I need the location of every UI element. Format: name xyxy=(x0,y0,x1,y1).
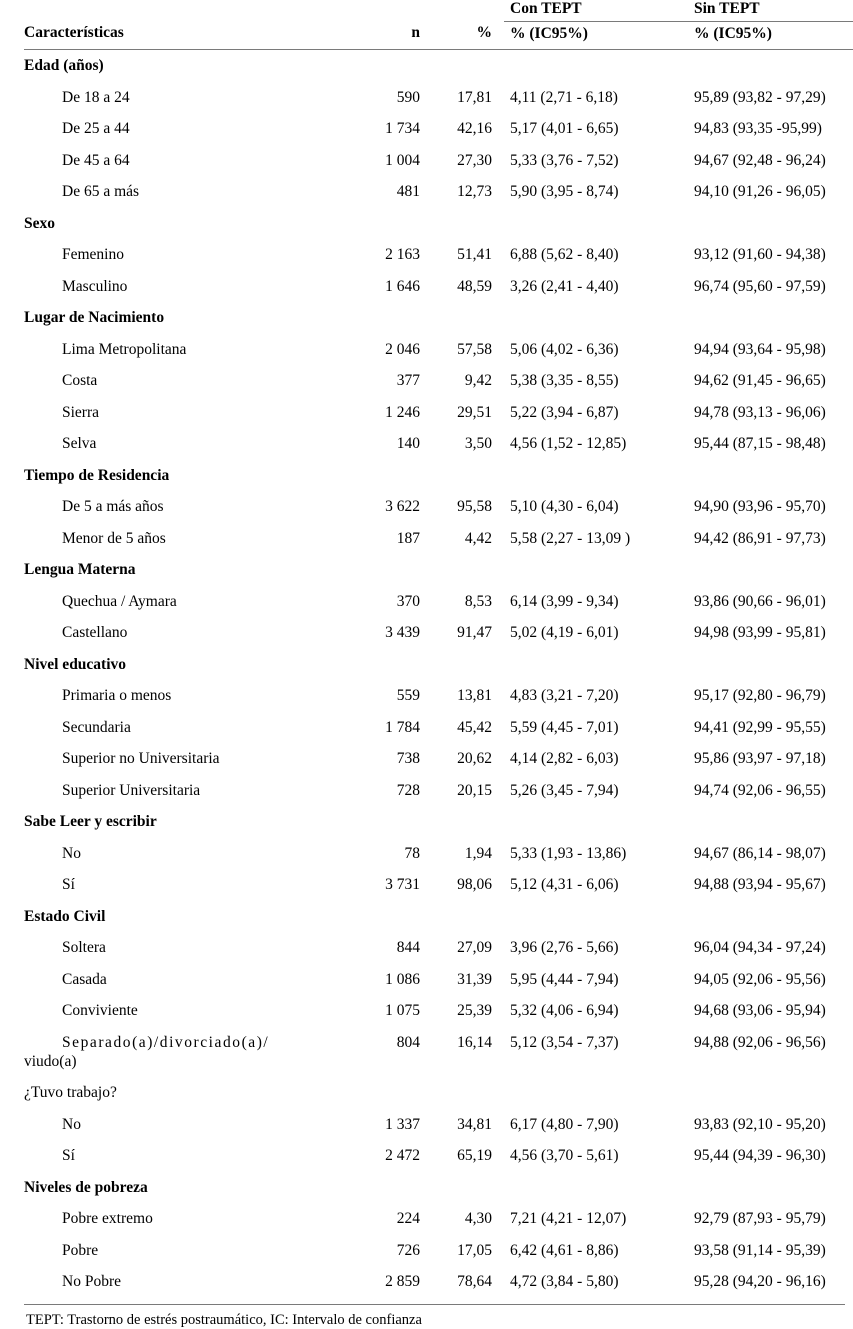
row-value-sin-tept: 96,74 (95,60 - 97,59) xyxy=(694,277,826,295)
row-value-sin-tept: 94,83 (93,35 -95,99) xyxy=(694,120,822,137)
row-value-percent: 45,42 xyxy=(457,718,492,736)
row-value-con-tept: 6,42 (4,61 - 8,86) xyxy=(510,1241,619,1259)
empty-cell xyxy=(364,460,432,492)
row-label: De 65 a más xyxy=(62,183,140,200)
row-value-con-tept: 5,95 (4,44 - 7,94) xyxy=(510,970,619,988)
section-header-row xyxy=(24,302,853,334)
row-label: Sí xyxy=(62,1147,75,1165)
row-label: Conviviente xyxy=(62,1002,138,1019)
row-value-percent: 95,58 xyxy=(457,498,492,515)
row-label xyxy=(24,1027,364,1078)
row-label: No xyxy=(62,844,81,862)
row-value-sin-tept: 93,83 (92,10 - 95,20) xyxy=(694,1115,826,1133)
column-header-characteristics: Características xyxy=(24,24,124,41)
row-value-n: 370 xyxy=(396,592,420,610)
section-header-row xyxy=(24,554,853,586)
row-value-n: 2 859 xyxy=(385,1273,420,1291)
empty-cell xyxy=(364,1172,432,1204)
row-value-con-tept: 5,33 (1,93 - 13,86) xyxy=(510,844,627,862)
section-header-label: Lugar de Nacimiento xyxy=(24,309,165,326)
empty-cell xyxy=(688,1172,853,1204)
header-row-groups xyxy=(24,0,853,22)
empty-cell xyxy=(364,1077,432,1109)
row-value-n: 140 xyxy=(396,435,420,452)
row-value-con-tept: 5,33 (3,76 - 7,52) xyxy=(510,151,619,169)
row-value-con-tept: 6,14 (3,99 - 9,34) xyxy=(510,592,619,610)
row-value-sin-tept: 94,98 (93,99 - 95,81) xyxy=(694,624,826,641)
row-value-sin-tept: 94,67 (92,48 - 96,24) xyxy=(694,151,826,169)
row-label: Pobre extremo xyxy=(62,1210,153,1228)
section-header-label: Estado Civil xyxy=(24,907,106,925)
row-value-con-tept: 5,32 (4,06 - 6,94) xyxy=(510,1002,619,1019)
row-value-percent: 34,81 xyxy=(457,1115,492,1133)
empty-cell xyxy=(504,901,688,933)
row-value-con-tept: 5,58 (2,27 - 13,09 ) xyxy=(510,529,631,547)
row-value-con-tept: 4,11 (2,71 - 6,18) xyxy=(510,88,618,106)
section-header-row xyxy=(24,50,853,82)
table-row xyxy=(24,1235,853,1267)
section-header-label: Tiempo de Residencia xyxy=(24,466,170,484)
empty-cell xyxy=(504,554,688,586)
row-value-sin-tept: 96,04 (94,34 - 97,24) xyxy=(694,939,826,956)
table-row xyxy=(24,586,853,618)
table-row xyxy=(24,334,853,366)
row-value-con-tept: 5,26 (3,45 - 7,94) xyxy=(510,781,619,799)
section-header-label: Nivel educativo xyxy=(24,655,127,673)
row-value-percent: 13,81 xyxy=(457,687,492,704)
row-value-sin-tept: 94,68 (93,06 - 95,94) xyxy=(694,1002,826,1019)
empty-cell xyxy=(504,302,688,334)
row-value-n: 1 086 xyxy=(385,970,420,988)
row-value-n: 2 163 xyxy=(385,246,420,263)
row-value-percent: 65,19 xyxy=(457,1147,492,1165)
row-value-con-tept: 5,12 (4,31 - 6,06) xyxy=(510,876,619,893)
row-value-sin-tept: 95,44 (94,39 - 96,30) xyxy=(694,1147,826,1165)
section-header-label: ¿Tuvo trabajo? xyxy=(24,1084,117,1102)
table-row xyxy=(24,932,853,964)
row-value-sin-tept: 94,67 (86,14 - 98,07) xyxy=(694,844,826,862)
section-header-row xyxy=(24,1172,853,1204)
column-header-percent: % xyxy=(476,24,492,41)
row-value-n: 1 784 xyxy=(385,718,420,736)
table-row xyxy=(24,869,853,901)
empty-cell xyxy=(504,806,688,838)
row-value-con-tept: 4,14 (2,82 - 6,03) xyxy=(510,750,619,767)
row-value-n: 187 xyxy=(396,529,420,547)
column-subheader-con-ic95: % (IC95%) xyxy=(510,25,588,42)
row-value-percent: 78,64 xyxy=(457,1273,492,1291)
row-value-percent: 98,06 xyxy=(457,876,492,893)
empty-cell xyxy=(364,50,432,82)
empty-cell xyxy=(688,649,853,681)
row-label-line-2: viudo(a) xyxy=(24,1053,77,1071)
empty-cell xyxy=(432,460,504,492)
row-value-n: 481 xyxy=(396,183,420,200)
row-label: Sierra xyxy=(62,403,100,421)
table-row xyxy=(24,1027,853,1078)
row-label: No Pobre xyxy=(62,1273,121,1291)
row-label: De 45 a 64 xyxy=(62,151,130,169)
row-value-con-tept: 5,12 (3,54 - 7,37) xyxy=(510,1033,619,1051)
section-header-row xyxy=(24,208,853,240)
empty-cell xyxy=(504,1172,688,1204)
table-row xyxy=(24,1140,853,1172)
row-value-percent: 20,62 xyxy=(457,750,492,767)
table-row xyxy=(24,1203,853,1235)
row-value-n: 2 046 xyxy=(385,340,420,358)
row-value-sin-tept: 95,89 (93,82 - 97,29) xyxy=(694,88,826,106)
section-header-label: Niveles de pobreza xyxy=(24,1178,148,1196)
row-label: No xyxy=(62,1115,81,1133)
row-value-n: 78 xyxy=(404,844,420,862)
table-row xyxy=(24,491,853,523)
empty-cell xyxy=(688,1077,853,1109)
empty-cell xyxy=(364,806,432,838)
empty-cell xyxy=(688,208,853,240)
row-label: De 5 a más años xyxy=(62,498,164,515)
row-value-con-tept: 5,02 (4,19 - 6,01) xyxy=(510,624,619,641)
row-value-n: 559 xyxy=(396,687,420,704)
section-header-row xyxy=(24,901,853,933)
row-value-n: 804 xyxy=(396,1033,420,1051)
row-value-sin-tept: 94,10 (91,26 - 96,05) xyxy=(694,183,826,200)
row-value-percent: 31,39 xyxy=(457,970,492,988)
row-value-con-tept: 7,21 (4,21 - 12,07) xyxy=(510,1210,627,1228)
row-value-sin-tept: 95,86 (93,97 - 97,18) xyxy=(694,750,826,767)
row-value-n: 844 xyxy=(396,939,420,956)
section-header-label: Sabe Leer y escribir xyxy=(24,813,157,830)
row-value-n: 1 075 xyxy=(385,1002,420,1019)
section-header-label: Edad (años) xyxy=(24,57,104,74)
empty-cell xyxy=(364,554,432,586)
row-label: Lima Metropolitana xyxy=(62,340,187,358)
column-header-group-con-tept: Con TEPT xyxy=(504,0,688,22)
row-label: Femenino xyxy=(62,246,124,263)
row-value-percent: 16,14 xyxy=(457,1033,492,1051)
row-value-con-tept: 4,72 (3,84 - 5,80) xyxy=(510,1273,619,1291)
row-value-percent: 4,42 xyxy=(464,529,492,547)
row-label: Superior Universitaria xyxy=(62,781,201,799)
empty-cell xyxy=(364,901,432,933)
table-row xyxy=(24,743,853,775)
table-body xyxy=(24,50,853,1298)
empty-cell xyxy=(688,460,853,492)
row-value-con-tept: 6,17 (4,80 - 7,90) xyxy=(510,1115,619,1133)
table-row xyxy=(24,271,853,303)
empty-cell xyxy=(504,649,688,681)
row-value-n: 3 731 xyxy=(385,876,420,893)
row-label: Superior no Universitaria xyxy=(62,750,220,767)
row-value-sin-tept: 94,41 (92,99 - 95,55) xyxy=(694,718,826,736)
column-header-group-sin-tept: Sin TEPT xyxy=(688,0,853,22)
row-value-sin-tept: 93,12 (91,60 - 94,38) xyxy=(694,246,826,263)
row-value-percent: 1,94 xyxy=(464,844,492,862)
row-value-con-tept: 4,56 (1,52 - 12,85) xyxy=(510,435,627,452)
row-value-sin-tept: 94,88 (92,06 - 96,56) xyxy=(694,1033,826,1051)
row-value-n: 738 xyxy=(396,750,420,767)
row-value-con-tept: 5,22 (3,94 - 6,87) xyxy=(510,403,619,421)
empty-cell xyxy=(504,208,688,240)
row-label: Sí xyxy=(62,876,75,893)
table-row xyxy=(24,617,853,649)
table-row xyxy=(24,680,853,712)
empty-cell xyxy=(364,302,432,334)
row-value-percent: 17,05 xyxy=(457,1241,492,1259)
row-value-sin-tept: 95,44 (87,15 - 98,48) xyxy=(694,435,826,452)
row-value-n: 3 439 xyxy=(385,624,420,641)
row-value-percent: 51,41 xyxy=(457,246,492,263)
row-label: Menor de 5 años xyxy=(62,529,166,547)
row-value-percent: 17,81 xyxy=(457,88,492,106)
row-value-percent: 91,47 xyxy=(457,624,492,641)
row-value-con-tept: 5,10 (4,30 - 6,04) xyxy=(510,498,619,515)
row-value-n: 728 xyxy=(396,781,420,799)
row-value-n: 224 xyxy=(396,1210,420,1228)
empty-cell xyxy=(688,806,853,838)
row-value-percent: 8,53 xyxy=(464,592,492,610)
row-label: De 18 a 24 xyxy=(62,88,130,106)
row-value-sin-tept: 94,90 (93,96 - 95,70) xyxy=(694,498,826,515)
row-label: Soltera xyxy=(62,939,106,956)
row-value-percent: 4,30 xyxy=(464,1210,492,1228)
row-value-con-tept: 4,56 (3,70 - 5,61) xyxy=(510,1147,619,1165)
row-value-con-tept: 5,06 (4,02 - 6,36) xyxy=(510,340,619,358)
characteristics-table xyxy=(24,0,853,1298)
row-value-percent: 25,39 xyxy=(457,1002,492,1019)
row-label-line-1: Separado(a)/divorciado(a)/ xyxy=(62,1033,270,1051)
table-row xyxy=(24,523,853,555)
row-label: Secundaria xyxy=(62,718,131,736)
empty-cell xyxy=(504,50,688,82)
table-row xyxy=(24,995,853,1027)
empty-cell xyxy=(432,302,504,334)
table-row xyxy=(24,1109,853,1141)
empty-cell xyxy=(688,554,853,586)
table-row xyxy=(24,145,853,177)
row-label: De 25 a 44 xyxy=(62,120,130,137)
row-value-n: 590 xyxy=(396,88,420,106)
table-row xyxy=(24,428,853,460)
table-row xyxy=(24,113,853,145)
empty-cell xyxy=(432,208,504,240)
row-value-sin-tept: 93,58 (91,14 - 95,39) xyxy=(694,1241,826,1259)
table-row xyxy=(24,838,853,870)
row-value-sin-tept: 94,74 (92,06 - 96,55) xyxy=(694,781,826,799)
row-value-percent: 12,73 xyxy=(457,183,492,200)
section-header-label: Sexo xyxy=(24,214,55,232)
row-value-percent: 57,58 xyxy=(457,340,492,358)
table-row xyxy=(24,397,853,429)
row-value-sin-tept: 94,78 (93,13 - 96,06) xyxy=(694,403,826,421)
empty-cell xyxy=(688,901,853,933)
table-row xyxy=(24,964,853,996)
table-header xyxy=(24,0,853,50)
section-header-label: Lengua Materna xyxy=(24,561,136,578)
empty-cell xyxy=(432,50,504,82)
table-row xyxy=(24,1266,853,1298)
row-value-sin-tept: 95,28 (94,20 - 96,16) xyxy=(694,1273,826,1291)
section-header-row xyxy=(24,806,853,838)
row-value-con-tept: 5,90 (3,95 - 8,74) xyxy=(510,183,619,200)
row-label: Quechua / Aymara xyxy=(62,592,177,610)
row-value-n: 2 472 xyxy=(385,1147,420,1165)
row-value-sin-tept: 92,79 (87,93 - 95,79) xyxy=(694,1210,826,1228)
row-value-percent: 3,50 xyxy=(464,435,492,452)
empty-cell xyxy=(432,1172,504,1204)
row-value-con-tept: 4,83 (3,21 - 7,20) xyxy=(510,687,619,704)
row-value-n: 1 646 xyxy=(385,277,420,295)
row-label: Costa xyxy=(62,372,98,389)
empty-cell xyxy=(432,806,504,838)
row-value-n: 1 337 xyxy=(385,1115,420,1133)
row-value-con-tept: 5,59 (4,45 - 7,01) xyxy=(510,718,619,736)
column-header-n: n xyxy=(411,24,420,41)
empty-cell xyxy=(432,554,504,586)
empty-cell xyxy=(688,302,853,334)
table-row xyxy=(24,712,853,744)
row-label: Selva xyxy=(62,435,97,452)
row-label: Primaria o menos xyxy=(62,687,172,704)
row-value-n: 377 xyxy=(396,372,420,389)
row-value-con-tept: 5,38 (3,35 - 8,55) xyxy=(510,372,619,389)
row-value-percent: 27,30 xyxy=(457,151,492,169)
table-row xyxy=(24,365,853,397)
row-value-sin-tept: 94,94 (93,64 - 95,98) xyxy=(694,340,826,358)
row-value-sin-tept: 95,17 (92,80 - 96,79) xyxy=(694,687,826,704)
row-label: Casada xyxy=(62,970,107,988)
row-label: Masculino xyxy=(62,277,128,295)
section-header-row xyxy=(24,1077,853,1109)
empty-cell xyxy=(688,50,853,82)
table-row xyxy=(24,176,853,208)
empty-cell xyxy=(432,901,504,933)
row-value-percent: 29,51 xyxy=(457,403,492,421)
empty-cell xyxy=(504,1077,688,1109)
section-header-row xyxy=(24,460,853,492)
table-row xyxy=(24,239,853,271)
empty-cell xyxy=(432,1077,504,1109)
row-value-sin-tept: 94,05 (92,06 - 95,56) xyxy=(694,970,826,988)
row-value-n: 1 004 xyxy=(385,151,420,169)
row-label: Pobre xyxy=(62,1241,99,1259)
row-value-percent: 48,59 xyxy=(457,277,492,295)
empty-cell xyxy=(504,460,688,492)
row-value-percent: 20,15 xyxy=(457,781,492,799)
column-subheader-sin-ic95: % (IC95%) xyxy=(694,25,772,42)
table-row xyxy=(24,82,853,114)
row-value-percent: 9,42 xyxy=(464,372,492,389)
row-value-percent: 27,09 xyxy=(457,939,492,956)
row-label: Castellano xyxy=(62,624,128,641)
empty-cell xyxy=(432,649,504,681)
row-value-n: 1 246 xyxy=(385,403,420,421)
row-value-con-tept: 3,26 (2,41 - 4,40) xyxy=(510,277,619,295)
row-value-percent: 42,16 xyxy=(457,120,492,137)
row-value-con-tept: 5,17 (4,01 - 6,65) xyxy=(510,120,619,137)
row-value-n: 726 xyxy=(396,1241,420,1259)
row-value-n: 3 622 xyxy=(385,498,420,515)
table-row xyxy=(24,775,853,807)
row-value-con-tept: 6,88 (5,62 - 8,40) xyxy=(510,246,619,263)
row-value-sin-tept: 94,88 (93,94 - 95,67) xyxy=(694,876,826,893)
table-footnote: TEPT: Trastorno de estrés postraumático, IC: Intervalo de confianza xyxy=(26,1311,422,1328)
row-value-sin-tept: 94,42 (86,91 - 97,73) xyxy=(694,529,826,547)
row-value-con-tept: 3,96 (2,76 - 5,66) xyxy=(510,939,619,956)
section-header-row xyxy=(24,649,853,681)
row-value-sin-tept: 94,62 (91,45 - 96,65) xyxy=(694,372,826,389)
empty-cell xyxy=(364,649,432,681)
row-value-sin-tept: 93,86 (90,66 - 96,01) xyxy=(694,592,826,610)
empty-cell xyxy=(364,208,432,240)
row-value-n: 1 734 xyxy=(385,120,420,137)
